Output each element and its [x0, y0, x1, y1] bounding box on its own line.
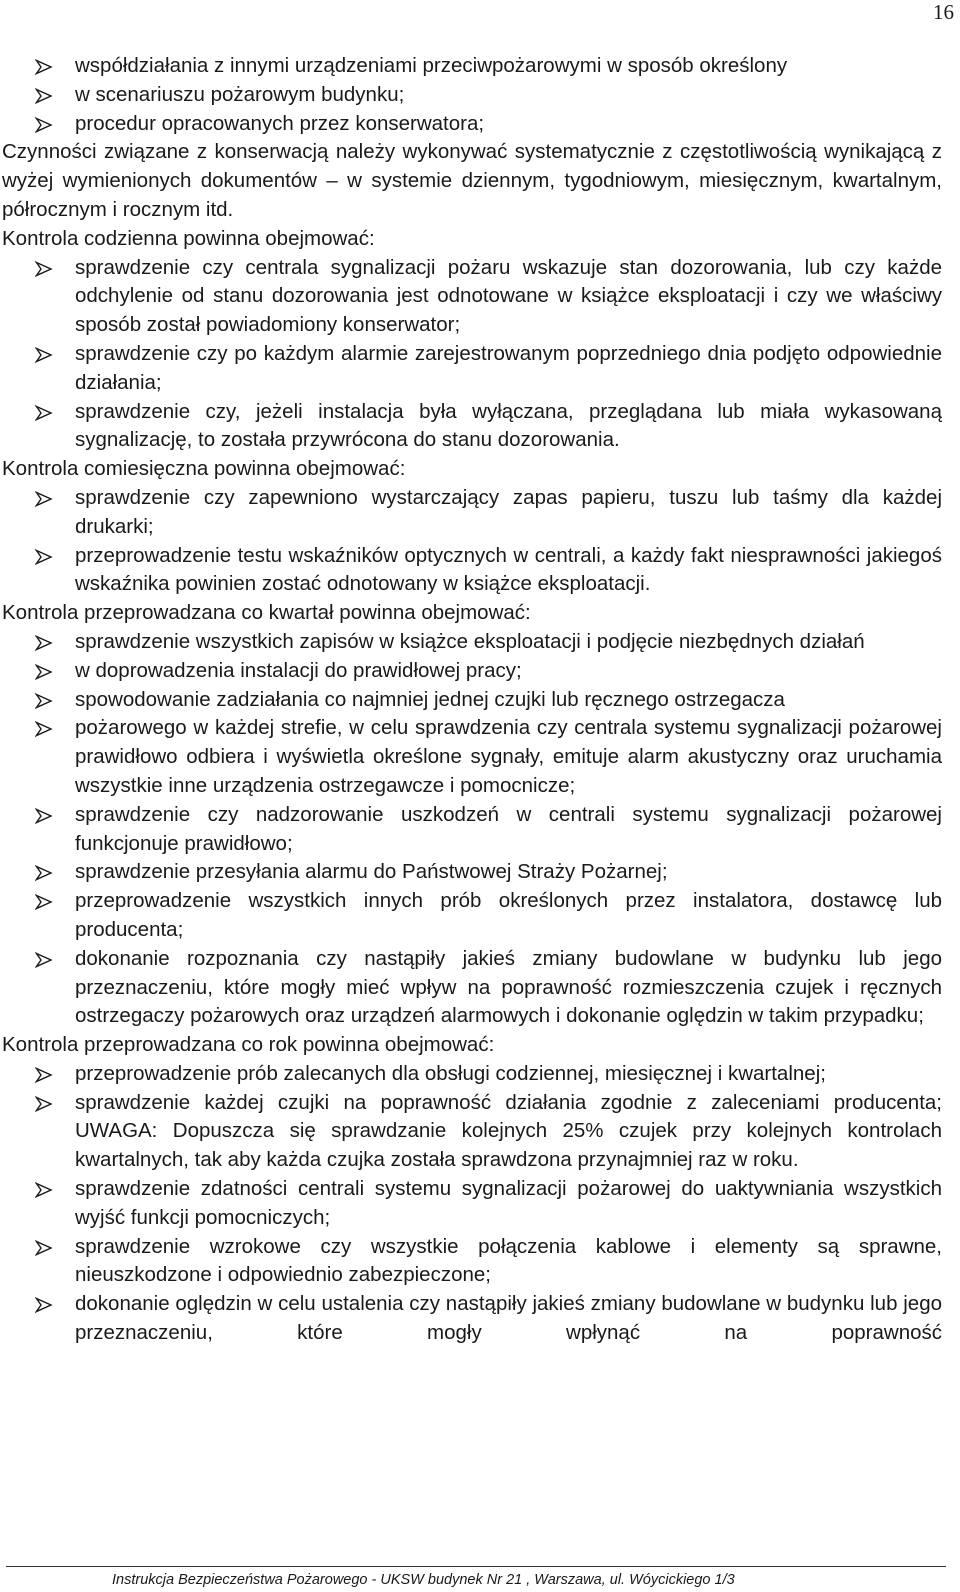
bullet-arrow-icon — [35, 865, 53, 881]
list-item — [2, 1233, 942, 1291]
paragraph: Kontrola comiesięczna powinna obejmować: — [2, 457, 406, 481]
bullet-arrow-icon — [35, 347, 53, 363]
list-item — [2, 542, 942, 600]
bullet-arrow-icon — [35, 808, 53, 824]
list-item — [2, 398, 942, 456]
bullet-arrow-icon — [35, 549, 53, 565]
bullet-arrow-icon — [35, 693, 53, 709]
list-item-text: sprawdzenie zdatności centrali systemu sygnalizacji pożarowej do uaktywniania wszystkich wyjść funkcji pomocniczych; — [75, 1177, 942, 1229]
paragraph: Kontrola przeprowadzana co rok powinna obejmować: — [2, 1033, 495, 1057]
page-number: 16 — [933, 0, 954, 24]
bullet-list — [2, 52, 942, 138]
list-item — [2, 686, 942, 715]
bullet-arrow-icon — [35, 59, 53, 75]
list-item-text: dokonanie rozpoznania czy nastąpiły jakieś zmiany budowlane w budynku lub jego przeznaczeniu, które mogły mieć wpływ na poprawność rozmieszczenia czujek i ręcznych ostrzegaczy pożarowych oraz urządzeń alarmowych i dokonanie oględzin w takim przypadku; — [75, 946, 942, 1028]
list-item — [2, 657, 942, 686]
bullet-arrow-icon — [35, 1096, 53, 1112]
list-item-text: sprawdzenie czy zapewniono wystarczający zapas papieru, tuszu lub taśmy dla każdej drukarki; — [75, 485, 942, 538]
list-item — [2, 801, 942, 859]
list-item-text: spowodowanie zadziałania co najmniej jednej czujki lub ręcznego ostrzegacza — [75, 687, 785, 711]
list-item — [2, 340, 942, 398]
list-item-text: sprawdzenie przesyłania alarmu do Państwowej Straży Pożarnej; — [75, 860, 668, 884]
bullet-list — [2, 1060, 942, 1348]
bullet-arrow-icon — [35, 1240, 53, 1256]
list-item — [2, 81, 942, 110]
list-item — [2, 628, 942, 657]
list-item-text: sprawdzenie czy, jeżeli instalacja była wyłączana, przeglądana lub miała wykasowaną sygnalizację, to została przywrócona do stanu dozorowania. — [75, 399, 942, 452]
list-item — [2, 484, 942, 542]
list-item-text: sprawdzenie wzrokowe czy wszystkie połączenia kablowe i elementy są sprawne, nieuszkodzone i odpowiednio zabezpieczone; — [75, 1234, 942, 1287]
page-footer: Instrukcja Bezpieczeństwa Pożarowego - UKSW budynek Nr 21 , Warszawa, ul. Wóycickiego 1/3 — [112, 1572, 735, 1588]
bullet-arrow-icon — [35, 1297, 53, 1313]
paragraph: Kontrola codzienna powinna obejmować: — [2, 226, 375, 250]
list-item — [2, 52, 942, 81]
bullet-arrow-icon — [35, 664, 53, 680]
bullet-arrow-icon — [35, 88, 53, 104]
bullet-arrow-icon — [35, 1182, 53, 1198]
bullet-list — [2, 254, 942, 456]
list-item — [2, 714, 942, 800]
list-item-text: w doprowadzenia instalacji do prawidłowej pracy; — [75, 658, 522, 682]
paragraph: Kontrola przeprowadzana co kwartał powinna obejmować: — [2, 601, 531, 625]
list-item-text: sprawdzenie każdej czujki na poprawność działania zgodnie z zaleceniami producenta; UWAGA: Dopuszcza się sprawdzanie kolejnych 25% czujek przy kolejnych kontrolach kwartalnych, tak aby każda czujka została sprawdzona przynajmniej raz w roku. — [75, 1090, 942, 1172]
list-item-text: dokonanie oględzin w celu ustalenia czy nastąpiły jakieś zmiany budowlane w budynku lub jego przeznaczeniu, które mogły wpłynąć na poprawność — [75, 1292, 942, 1345]
paragraph: Czynności związane z konserwacją należy wykonywać systematycznie z częstotliwością wynikającą z wyżej wymienionych dokumentów – w systemie dziennym, tygodniowym, miesięcznym, kwartalnym, półrocznym i rocznym itd. — [2, 140, 942, 221]
list-item — [2, 1290, 942, 1348]
list-item — [2, 858, 942, 887]
list-item — [2, 1089, 942, 1175]
bullet-arrow-icon — [35, 261, 53, 277]
list-item-text: przeprowadzenie testu wskaźników optycznych w centrali, a każdy fakt niesprawności jakiegoś wskaźnika powinien zostać odnotowany w książce eksploatacji. — [75, 543, 942, 596]
bullet-arrow-icon — [35, 405, 53, 421]
bullet-list — [2, 484, 942, 599]
list-item-text: sprawdzenie wszystkich zapisów w książce eksploatacji i podjęcie niezbędnych działań — [75, 629, 865, 653]
list-item-text: sprawdzenie czy centrala sygnalizacji pożaru wskazuje stan dozorowania, lub czy każde odchylenie od stanu dozorowania jest odnotowane w książce eksploatacji i czy we właściwy sposób został powiadomiony konserwator; — [75, 255, 942, 337]
list-item — [2, 887, 942, 945]
bullet-arrow-icon — [35, 721, 53, 737]
list-item-text: współdziałania z innymi urządzeniami przeciwpożarowymi w sposób określony — [75, 54, 788, 77]
bullet-arrow-icon — [35, 1067, 53, 1083]
list-item — [2, 1175, 942, 1233]
list-item-text: w scenariuszu pożarowym budynku; — [75, 82, 405, 106]
document-body — [2, 52, 942, 1348]
list-item-text: pożarowego w każdej strefie, w celu sprawdzenia czy centrala systemu sygnalizacji pożarowej prawidłowo odbiera i wyświetla określone sygnały, emituje alarm akustyczny oraz uruchamia wszystkie inne urządzenia ostrzegawcze i pomocnicze; — [75, 716, 942, 797]
list-item — [2, 110, 942, 139]
footer-divider — [6, 1566, 946, 1567]
list-item-text: przeprowadzenie wszystkich innych prób określonych przez instalatora, dostawcę lub producenta; — [75, 889, 942, 941]
list-item-text: sprawdzenie czy nadzorowanie uszkodzeń w centrali systemu sygnalizacji pożarowej funkcjonuje prawidłowo; — [75, 802, 942, 855]
bullet-arrow-icon — [35, 894, 53, 910]
bullet-list — [2, 628, 942, 1031]
list-item — [2, 945, 942, 1031]
bullet-arrow-icon — [35, 491, 53, 507]
list-item — [2, 1060, 942, 1089]
bullet-arrow-icon — [35, 635, 53, 651]
list-item — [2, 254, 942, 340]
bullet-arrow-icon — [35, 952, 53, 968]
bullet-arrow-icon — [35, 117, 53, 133]
list-item-text: przeprowadzenie prób zalecanych dla obsługi codziennej, miesięcznej i kwartalnej; — [75, 1061, 826, 1085]
list-item-text: procedur opracowanych przez konserwatora; — [75, 111, 485, 135]
list-item-text: sprawdzenie czy po każdym alarmie zarejestrowanym poprzedniego dnia podjęto odpowiednie działania; — [75, 341, 942, 394]
